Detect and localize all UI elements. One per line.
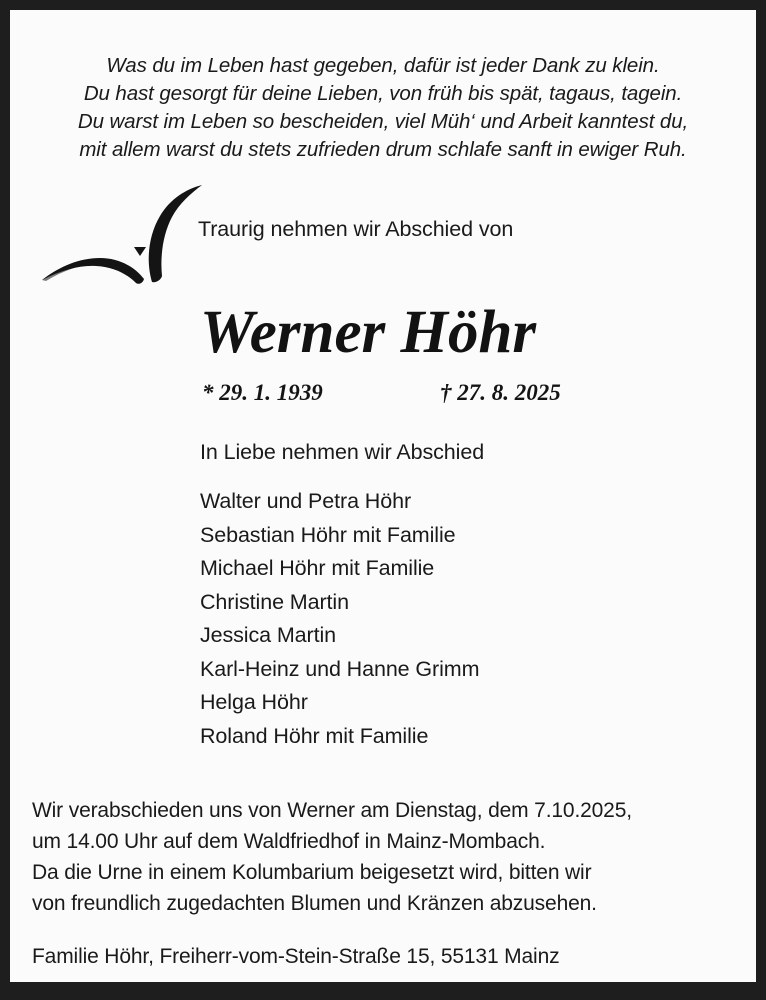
deceased-name: Werner Höhr (200, 299, 537, 366)
funeral-line: Wir verabschieden uns von Werner am Dienstag, dem 7.10.2025, (32, 799, 632, 822)
mourners-lead: In Liebe nehmen wir Abschied (200, 440, 485, 464)
poem-line: Du warst im Leben so bescheiden, viel Müh‘ und Arbeit kanntest du, (77, 110, 689, 133)
list-item: Roland Höhr mit Familie (200, 723, 429, 748)
poem-line: mit allem warst du stets zufrieden drum schlafe sanft in ewiger Ruh. (79, 138, 687, 161)
emblem-row (10, 184, 756, 302)
funeral-details (10, 753, 756, 919)
poem-line: Was du im Leben hast gegeben, dafür ist jeder Dank zu klein. (106, 54, 660, 77)
list-item: Michael Höhr mit Familie (200, 556, 435, 580)
intro-text: Traurig nehmen wir Abschied von (198, 217, 514, 241)
mourners-section (10, 406, 756, 753)
memorial-poem (10, 10, 756, 164)
list-item: Karl-Heinz und Hanne Grimm (200, 656, 480, 681)
list-item: Helga Höhr (200, 690, 308, 714)
list-item: Christine Martin (200, 589, 349, 614)
life-dates (10, 364, 756, 406)
funeral-line: von freundlich zugedachten Blumen und Kränzen abzusehen. (32, 892, 597, 915)
poem-line: Du hast gesorgt für deine Lieben, von früh bis spät, tagaus, tagein. (83, 82, 683, 105)
mourners-list (200, 485, 756, 753)
death-date: † 27. 8. 2025 (440, 380, 561, 405)
list-item: Sebastian Höhr mit Familie (200, 522, 456, 547)
flying-bird-icon (34, 184, 224, 294)
funeral-line: um 14.00 Uhr auf dem Waldfriedhof in Mainz-Mombach. (32, 830, 546, 853)
list-item: Walter und Petra Höhr (200, 489, 412, 513)
family-address: Familie Höhr, Freiherr-vom-Stein-Straße 15, 55131 Mainz (32, 945, 560, 968)
obituary-notice (10, 10, 756, 982)
birth-date: * 29. 1. 1939 (202, 380, 323, 405)
list-item: Jessica Martin (200, 623, 336, 647)
funeral-line: Da die Urne in einem Kolumbarium beigesetzt wird, bitten wir (32, 861, 592, 884)
